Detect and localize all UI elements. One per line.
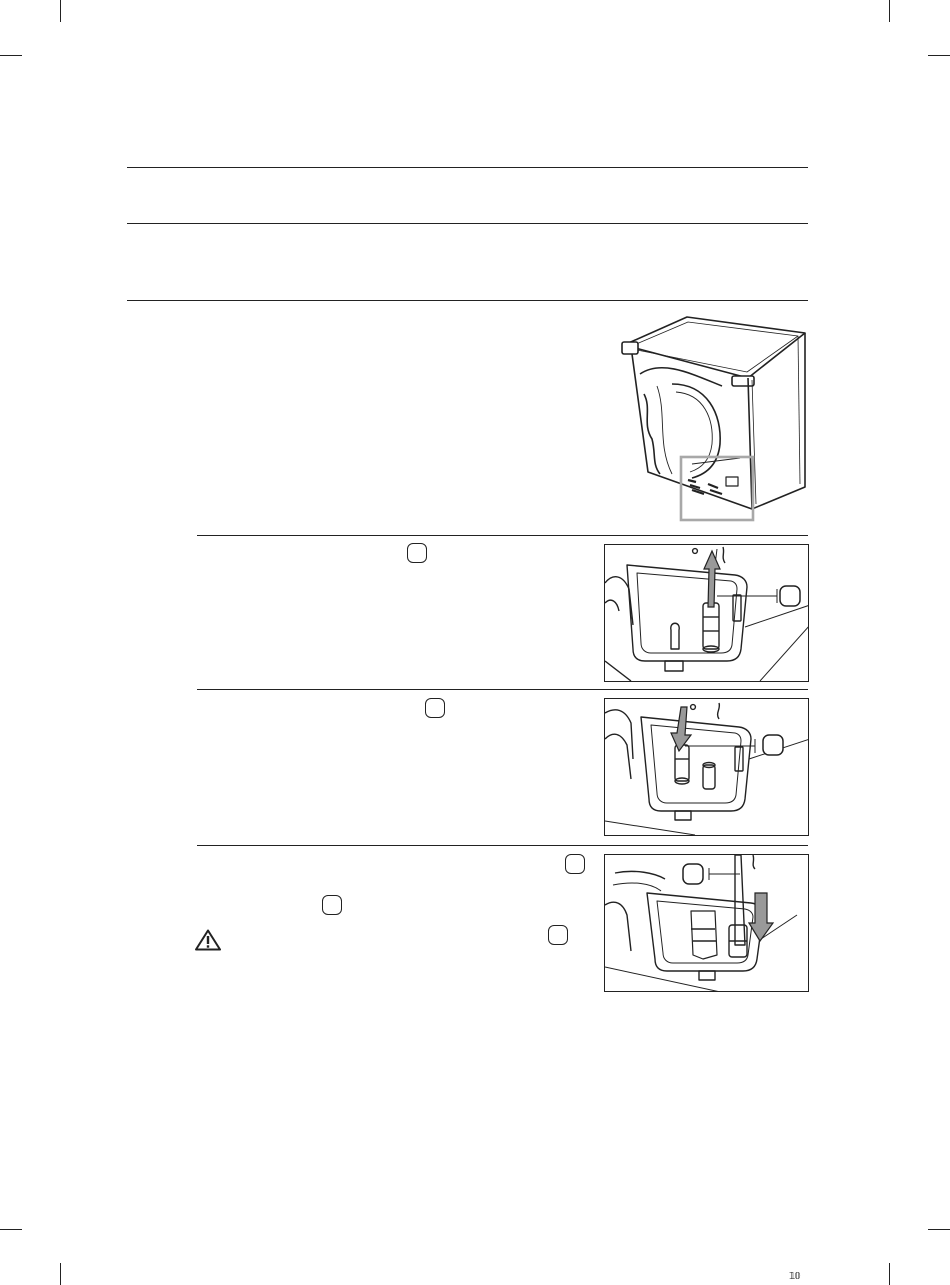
step-rule-3: [197, 845, 808, 846]
step-3-hose-illustration: [604, 854, 809, 992]
section-rule-1: [127, 167, 808, 168]
section-rule-2: [127, 223, 808, 224]
step-2-hose-illustration: [604, 698, 809, 836]
crop-mark-bottom-right-h: [928, 1229, 950, 1230]
step-rule-1: [197, 535, 808, 536]
crop-mark-bottom-left-v: [60, 1263, 61, 1285]
crop-mark-top-left-h: [0, 55, 22, 56]
crop-mark-top-left-v: [60, 0, 61, 22]
crop-mark-top-right-v: [889, 0, 890, 22]
step-1-hose-illustration: [604, 544, 809, 682]
callout-circle: [565, 854, 585, 874]
callout-circle: [407, 543, 427, 563]
dryer-rear-illustration: [612, 314, 808, 524]
callout-circle: [322, 895, 342, 915]
page-number: 𝟙𝟘: [789, 1271, 800, 1282]
warning-triangle-icon: [195, 929, 221, 951]
section-rule-3: [127, 300, 808, 301]
crop-mark-bottom-left-h: [0, 1229, 22, 1230]
crop-mark-top-right-h: [928, 55, 950, 56]
step-rule-2: [197, 689, 808, 690]
crop-mark-bottom-right-v: [889, 1263, 890, 1285]
callout-circle: [425, 698, 445, 718]
callout-circle: [548, 925, 568, 945]
